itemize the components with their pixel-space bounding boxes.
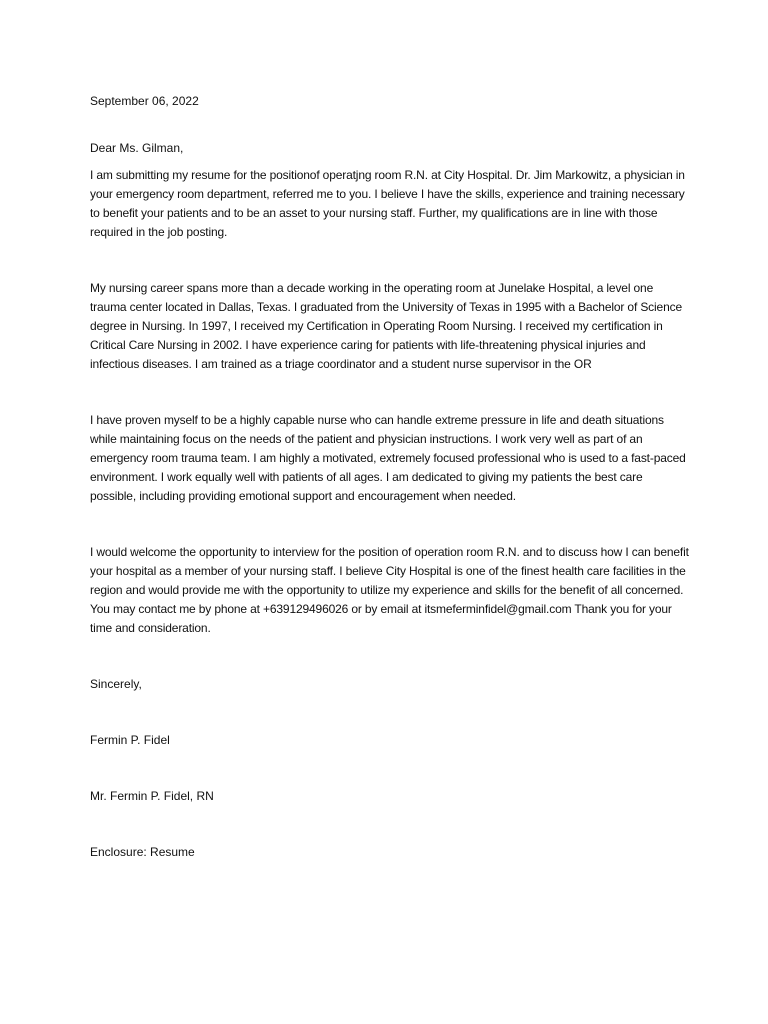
letter-page <box>90 92 690 899</box>
salutation: Dear Ms. Gilman, <box>90 141 184 155</box>
body-paragraph-3: I have proven myself to be a highly capable nurse who can handle extreme pressure in life and death situations while maintaining focus on the needs of the patient and physician instructions. I work very well as part of an emergency room trauma team. I am highly a motivated, extremely focused professional who is used to a fast-paced environment. I work equally well with patients of all ages. I am dedicated to giving my patients the best care possible, including providing emotional support and encouragement when needed. <box>90 413 686 503</box>
signature-name: Fermin P. Fidel <box>90 733 170 747</box>
body-paragraph-4: I would welcome the opportunity to interview for the position of operation room R.N. and to discuss how I can benefit your hospital as a member of your nursing staff. I believe City Hospital is one of the finest health care facilities in the region and would provide me with the opportunity to utilize my experience and skills for the benefit of all concerned. You may contact me by phone at +639129496026 or by email at itsmeferminfidel@gmail.com Thank you for your time and consideration. <box>90 545 689 635</box>
enclosure-note: Enclosure: Resume <box>90 845 195 859</box>
body-paragraph-1: I am submitting my resume for the positionof operatjng room R.N. at City Hospital. Dr. Jim Markowitz, a physician in your emergency room department, referred me to you. I believe I have the skills, experience and training necessary to benefit your patients and to be an asset to your nursing staff. Further, my qualifications are in line with those required in the job posting. <box>90 168 685 239</box>
signature-title: Mr. Fermin P. Fidel, RN <box>90 789 214 803</box>
body-paragraph-2: My nursing career spans more than a decade working in the operating room at Junelake Hospital, a level one trauma center located in Dallas, Texas. I graduated from the University of Texas in 1995 with a Bachelor of Science degree in Nursing. In 1997, I received my Certification in Operating Room Nursing. I received my certification in Critical Care Nursing in 2002. I have experience caring for patients with life-threatening physical injuries and infectious diseases. I am trained as a triage coordinator and a student nurse supervisor in the OR <box>90 281 682 371</box>
closing: Sincerely, <box>90 677 142 691</box>
letter-date: September 06, 2022 <box>90 94 199 108</box>
